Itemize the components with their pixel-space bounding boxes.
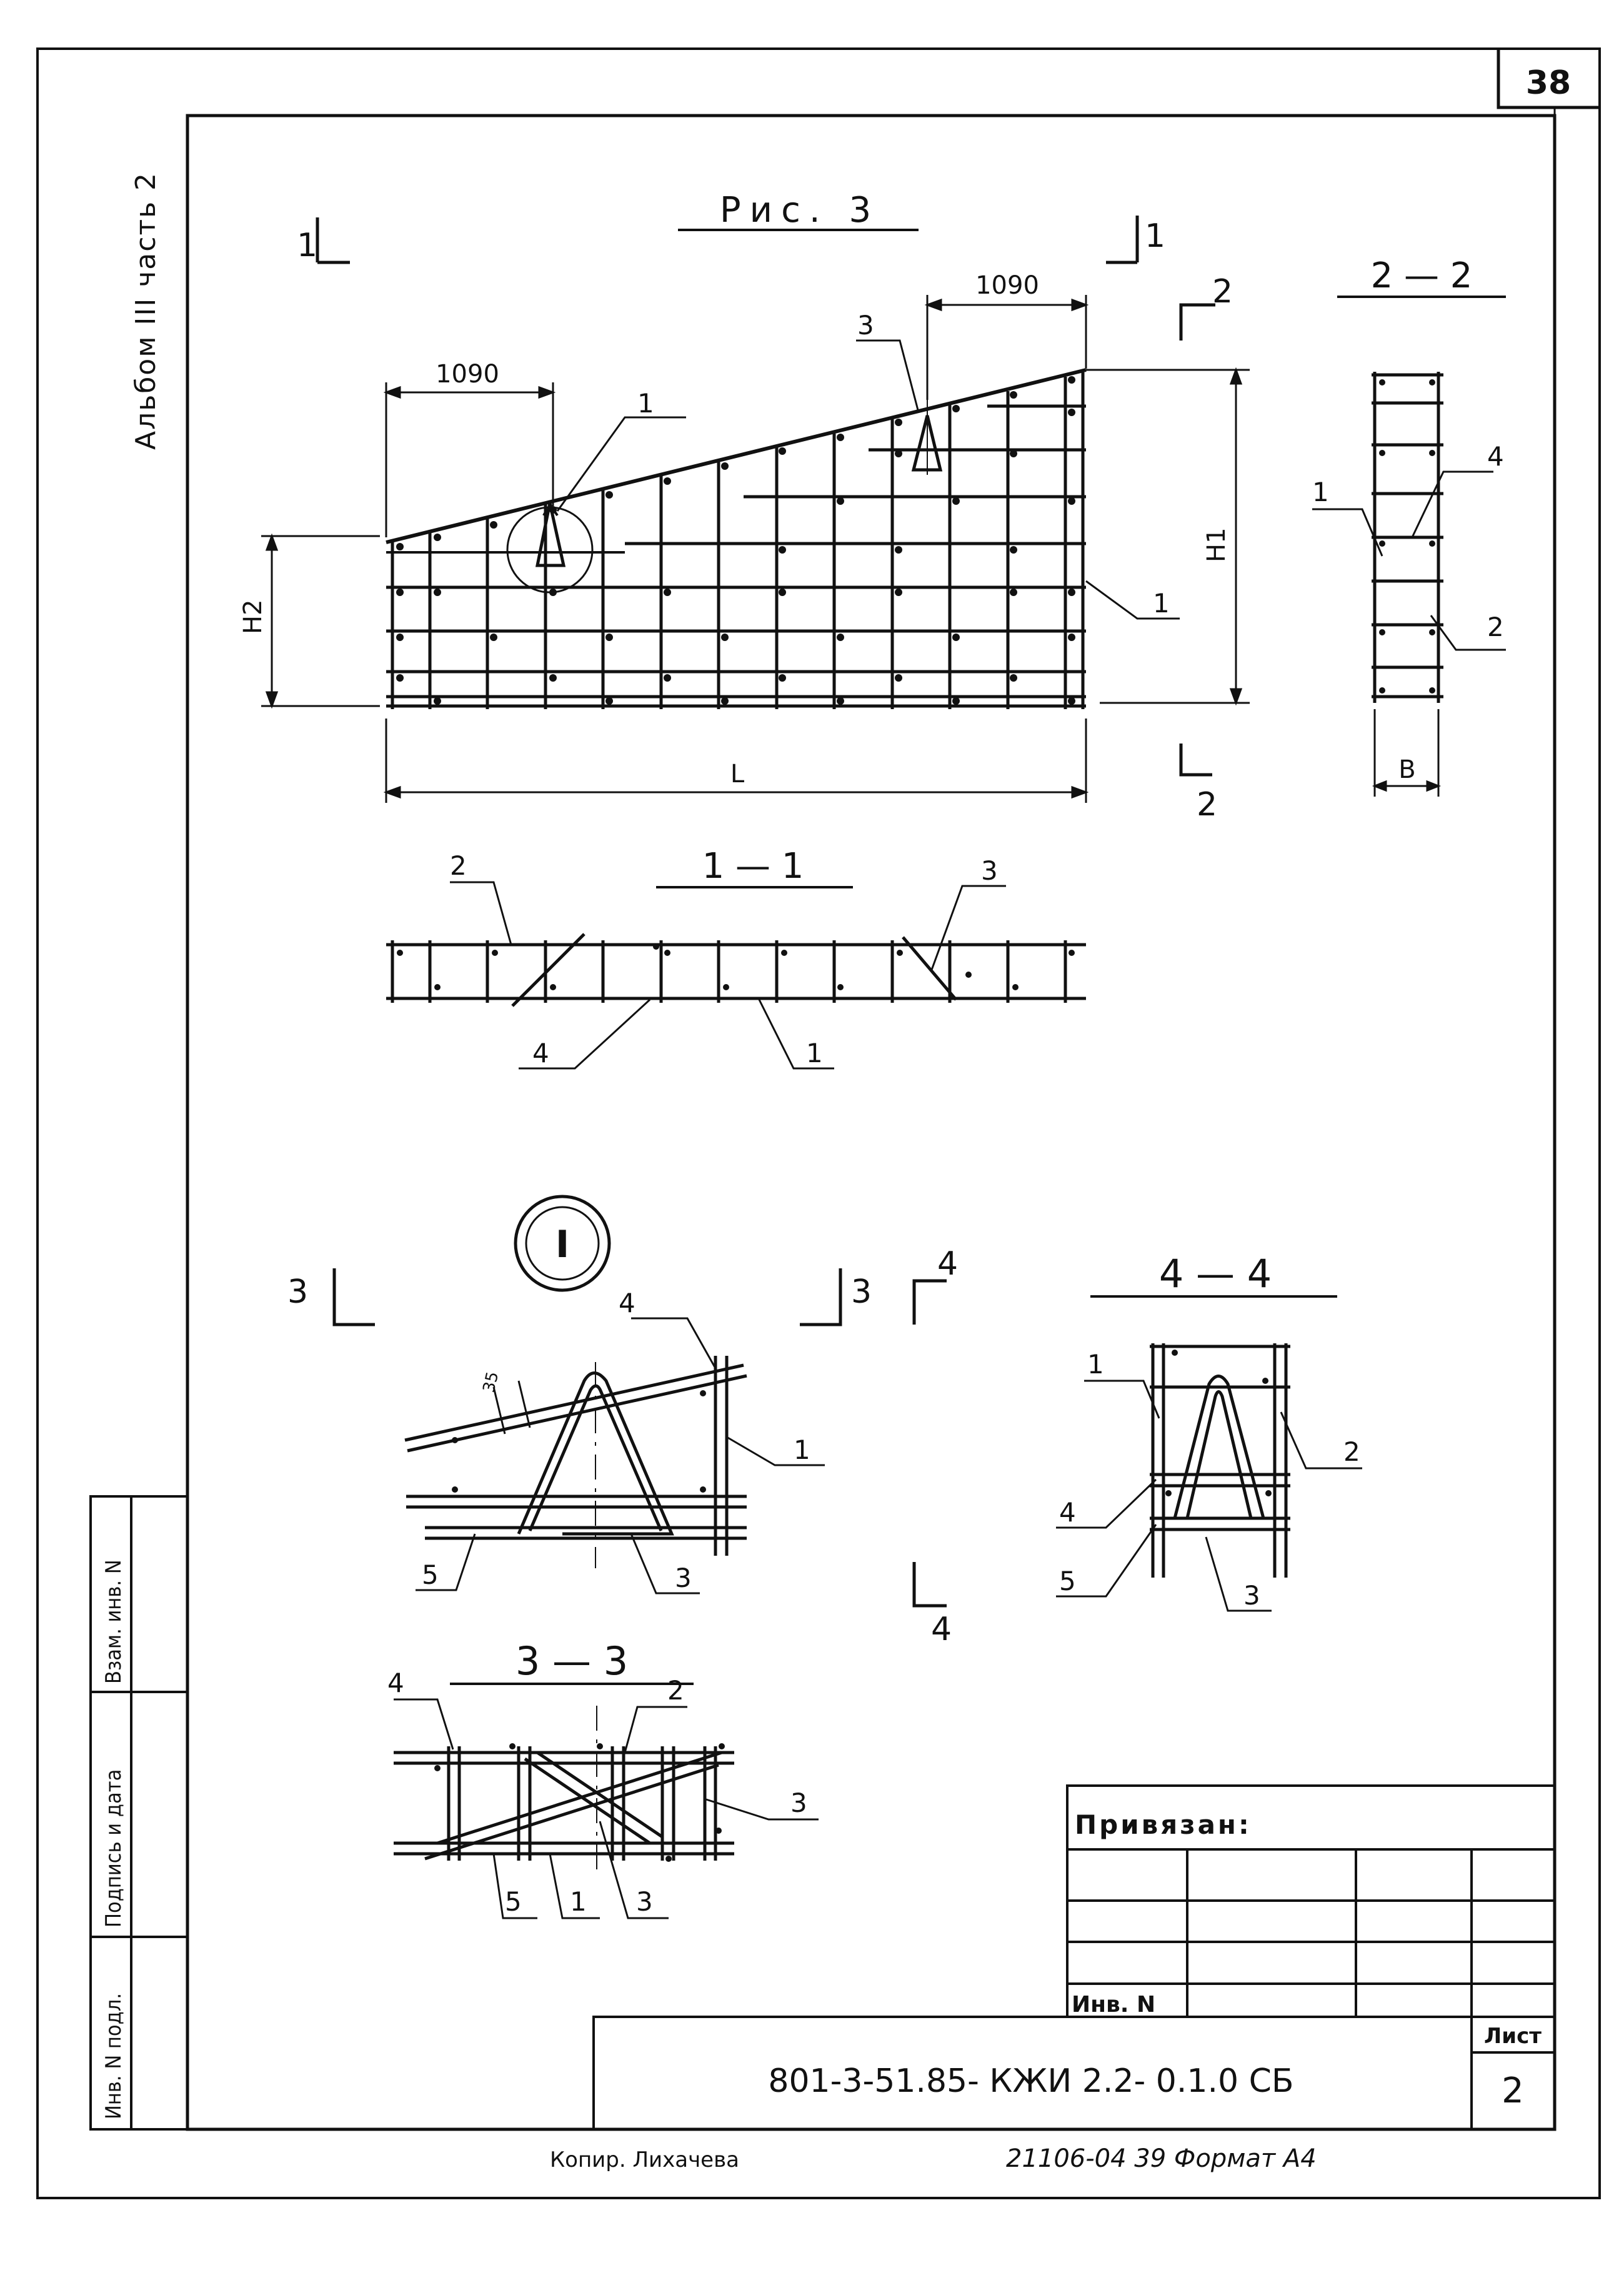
rebar-cage-elevation [386, 370, 1086, 709]
elevation-pos-1-top: 1 [637, 388, 654, 419]
section-4-4-view [1056, 1296, 1362, 1611]
section-2-2-pos-2: 2 [1487, 612, 1504, 642]
section-4-4-pos-2: 2 [1343, 1436, 1360, 1467]
section-3-3-pos-3-right: 3 [790, 1788, 807, 1818]
dim-h1: H1 [1202, 527, 1231, 562]
dim-length: L [730, 760, 745, 788]
section-1-left-label: 1 [297, 227, 318, 264]
section-3-3-pos-3-bottom: 3 [636, 1886, 653, 1917]
album-label: Альбом III часть 2 [130, 172, 162, 450]
figure-title: Рис. 3 [719, 190, 880, 231]
detail-i-view [405, 1318, 825, 1593]
section-1-1-view [386, 882, 1086, 1068]
section-4-4-pos-5: 5 [1059, 1566, 1076, 1596]
elevation-pos-1-right: 1 [1153, 588, 1170, 619]
section-4-top-label: 4 [937, 1245, 959, 1283]
section-4-4-pos-4: 4 [1059, 1497, 1076, 1528]
section-4-4-pos-3: 3 [1243, 1580, 1260, 1611]
page-number: 38 [1525, 64, 1572, 102]
elevation-dimensions [261, 295, 1250, 803]
section-3-left-label: 3 [287, 1273, 309, 1311]
elevation-pos-3: 3 [857, 310, 874, 341]
dim-width: B [1398, 755, 1416, 784]
detail-i-pos-1: 1 [794, 1435, 810, 1465]
copy-note: Копир. Лихачева [550, 2147, 739, 2172]
section-3-3-pos-2: 2 [667, 1675, 684, 1706]
section-2-2-title: 2 — 2 [1370, 256, 1473, 296]
section-2-top-label: 2 [1212, 273, 1233, 311]
section-1-1-pos-2: 2 [450, 850, 467, 881]
dim-h2: H2 [239, 599, 267, 634]
section-3-3-pos-5: 5 [505, 1886, 522, 1917]
side-stamp-inv-orig: Инв. N подл. [101, 1992, 126, 2119]
section-2-bottom-label: 2 [1197, 786, 1218, 823]
order-format: 21106-04 39 Формат А4 [1006, 2144, 1317, 2173]
section-4-4-title: 4 — 4 [1158, 1251, 1272, 1296]
section-1-1-pos-3: 3 [981, 855, 998, 886]
section-mark-3-3 [334, 1268, 840, 1325]
title-block-doc-code: 801-3-51.85- КЖИ 2.2- 0.1.0 СБ [768, 2062, 1294, 2100]
section-1-1-pos-4: 4 [532, 1038, 549, 1068]
section-3-3-pos-1: 1 [570, 1886, 587, 1917]
side-stamp-replace-inv: Взам. инв. N [101, 1559, 126, 1684]
section-3-right-label: 3 [851, 1273, 872, 1311]
section-1-right-label: 1 [1145, 217, 1166, 255]
detail-i-pos-5: 5 [422, 1559, 439, 1590]
section-1-1-pos-1: 1 [806, 1038, 823, 1068]
section-2-2-pos-1: 1 [1312, 477, 1329, 507]
section-mark-4-4 [914, 1281, 947, 1606]
title-block-sheet-no: 2 [1502, 2071, 1524, 2111]
detail-i-pos-3: 3 [675, 1563, 692, 1593]
section-3-3-view [394, 1684, 819, 1918]
section-4-bottom-label: 4 [931, 1611, 952, 1648]
detail-i-pos-4: 4 [619, 1288, 635, 1318]
sheet-frames [37, 49, 1600, 2198]
section-3-3-pos-4: 4 [387, 1668, 404, 1698]
dim-left-1090: 1090 [436, 360, 499, 389]
title-block-bound-label: Привязан: [1075, 1809, 1252, 1840]
side-stamp-sign-date: Подпись и дата [101, 1769, 126, 1927]
section-2-2-view [1312, 297, 1506, 797]
title-block-sheet-label: Лист [1484, 2024, 1542, 2049]
title-block-inv-label: Инв. N [1072, 1992, 1156, 2017]
section-4-4-pos-1: 1 [1087, 1349, 1104, 1380]
detail-i-circle [507, 507, 592, 592]
side-stamp [91, 1496, 187, 2129]
section-3-3-title: 3 — 3 [515, 1638, 629, 1684]
section-1-1-title: 1 — 1 [702, 846, 804, 887]
elevation-leaders [557, 341, 1180, 619]
detail-i-gap: 35 [479, 1370, 503, 1395]
section-2-2-pos-4: 4 [1487, 441, 1504, 472]
dim-right-1090: 1090 [975, 271, 1039, 300]
detail-i-label: I [555, 1223, 570, 1266]
